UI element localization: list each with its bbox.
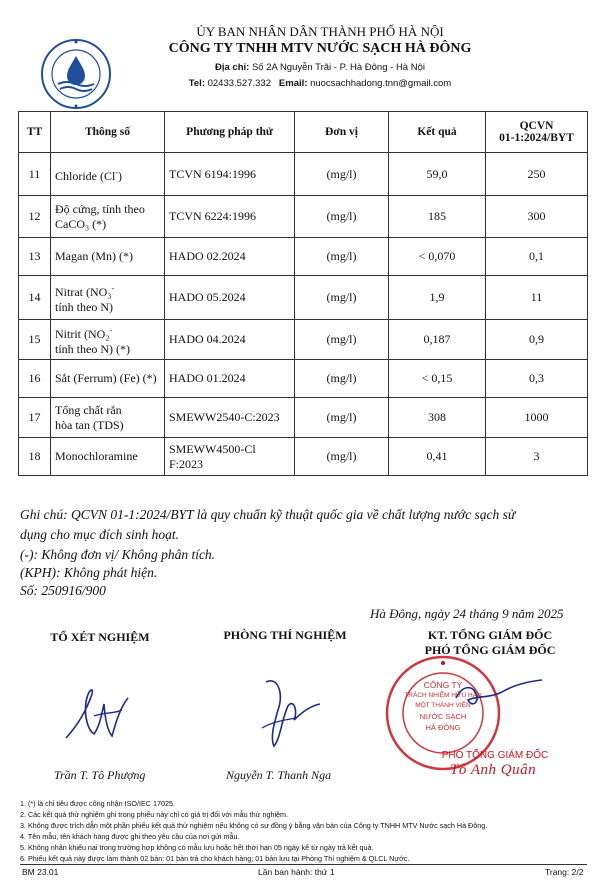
cell-method: SMEWW2540-C:2023	[165, 398, 295, 438]
cell-param	[51, 153, 165, 196]
cell-unit: (mg/l)	[295, 153, 389, 196]
cell-unit: (mg/l)	[295, 276, 389, 320]
table-row	[19, 153, 588, 196]
param-sup: -	[111, 283, 115, 293]
col-header-unit: Đơn vị	[295, 112, 389, 153]
cell-param	[51, 360, 165, 398]
col-header-qcvn-1: QCVN	[519, 120, 554, 132]
lab-dept-title: TỔ XÉT NGHIỆM	[50, 630, 150, 644]
param-text: Nitrit (NO₂	[55, 326, 110, 341]
signature-1	[58, 672, 138, 752]
signer-name-3: Tô Anh Quân	[450, 762, 537, 778]
header-contact	[150, 78, 490, 89]
header-address	[150, 62, 490, 73]
stamp-text-5: HÀ ĐÔNG	[425, 723, 461, 732]
page-number: Trang: 2/2	[545, 867, 584, 877]
header-company: CÔNG TY TNHH MTV NƯỚC SẠCH HÀ ĐÔNG	[168, 41, 472, 56]
footnote-1: 1. (*) là chỉ tiêu được công nhận ISO/IEC 17025.	[20, 799, 175, 808]
stamp-title: PHÓ TỔNG GIÁM ĐỐC	[441, 750, 549, 761]
stamp-text-3: MỘT THÀNH VIÊN	[415, 702, 471, 709]
lab-room-title: PHÒNG THÍ NGHIỆM	[223, 628, 347, 642]
table-row	[19, 196, 588, 238]
cell-result: 59,0	[389, 153, 486, 196]
table-row	[19, 398, 588, 438]
stamp-text-4: NƯỚC SẠCH	[419, 712, 467, 721]
stamp-text-1: CÔNG TY	[423, 680, 463, 690]
signer-name-1: Trần T. Tô Phượng	[54, 768, 146, 782]
director-title-2: PHÓ TỔNG GIÁM ĐỐC	[424, 643, 556, 657]
cell-limit: 0,9	[486, 320, 588, 360]
cell-limit: 300	[486, 196, 588, 238]
form-code: BM 23.01	[22, 867, 59, 877]
table-row	[19, 320, 588, 360]
cell-result: 1,9	[389, 276, 486, 320]
note-line-2: dụng cho mục đích sinh hoạt.	[20, 527, 179, 542]
cell-tt: 12	[19, 196, 51, 238]
signer-name-2: Nguyễn T. Thanh Nga	[226, 768, 332, 782]
table-header-row	[19, 112, 588, 153]
param-text: Chloride (Cl	[55, 168, 116, 183]
cell-tt: 11	[19, 153, 51, 196]
address-label: Địa chỉ:	[215, 62, 250, 73]
param-text: Magan (Mn) (*)	[55, 249, 133, 263]
header-authority: ỦY BAN NHÂN DÂN THÀNH PHỐ HÀ NỘI	[196, 24, 444, 39]
cell-unit: (mg/l)	[295, 196, 389, 238]
param-text-line2: CaCO₃ (*)	[55, 216, 107, 231]
email-label: Email:	[278, 78, 308, 89]
address-value: Số 2A Nguyễn Trãi - P. Hà Đông - Hà Nội	[251, 62, 425, 73]
col-header-qcvn	[486, 112, 588, 153]
table-row	[19, 360, 588, 398]
param-text-end: )	[118, 168, 122, 183]
footer-divider	[20, 864, 587, 865]
report-number: Số: 250916/900	[20, 583, 106, 598]
director-title-1: KT. TỔNG GIÁM ĐỐC	[427, 628, 553, 642]
param-text-line2: hòa tan (TDS)	[55, 417, 124, 432]
cell-param	[51, 276, 165, 320]
cell-limit: 11	[486, 276, 588, 320]
stamp-text-2: TRÁCH NHIỆM HỮU HẠN	[404, 692, 482, 699]
table-row	[19, 238, 588, 276]
param-text: Sắt (Ferrum) (Fe) (*)	[55, 371, 157, 385]
param-text-line2: tính theo N) (*)	[55, 341, 130, 356]
param-text: Tổng chất rắn	[55, 402, 122, 417]
cell-method: TCVN 6194:1996	[165, 153, 295, 196]
cell-tt: 18	[19, 438, 51, 476]
cell-unit: (mg/l)	[295, 360, 389, 398]
cell-limit: 250	[486, 153, 588, 196]
param-sup: -	[109, 325, 113, 335]
cell-unit: (mg/l)	[295, 238, 389, 276]
email-value: nuocsachhadong.tnn@gmail.com	[310, 78, 452, 89]
signature-3	[450, 668, 550, 723]
cell-unit: (mg/l)	[295, 320, 389, 360]
cell-limit: 0,1	[486, 238, 588, 276]
cell-method: TCVN 6224:1996	[165, 196, 295, 238]
edition: Lần ban hành: thứ 1	[258, 867, 335, 877]
cell-unit: (mg/l)	[295, 438, 389, 476]
cell-tt: 13	[19, 238, 51, 276]
cell-param	[51, 438, 165, 476]
note-line-1: Ghi chú: QCVN 01-1:2024/BYT là quy chuẩn kỹ thuật quốc gia về chất lượng nước sạch sử	[20, 507, 516, 522]
cell-result: 0,41	[389, 438, 486, 476]
signature-2	[244, 668, 334, 758]
col-header-tt: TT	[19, 112, 51, 153]
results-table	[18, 111, 587, 476]
cell-method: HADO 05.2024	[165, 276, 295, 320]
param-sup: -	[115, 167, 118, 177]
param-text: Nitrat (NO₃	[55, 284, 112, 299]
cell-method: HADO 04.2024	[165, 320, 295, 360]
cell-tt: 17	[19, 398, 51, 438]
note-line-3: (-): Không đơn vị/ Không phân tích.	[20, 547, 216, 562]
cell-limit: 0,3	[486, 360, 588, 398]
cell-method: SMEWW4500-Cl F:2023	[165, 438, 295, 476]
col-header-qcvn-2: 01-1:2024/BYT	[499, 132, 574, 144]
footnote-5: 5. Không nhận khiếu nại trong trường hợp không có mẫu lưu hoặc hết thời hạn 05 ngày kể từ ngày trả kết quả.	[20, 843, 374, 852]
footnote-2: 2. Các kết quả thử nghiệm ghi trong phiếu này chỉ có giá trị đối với mẫu thử nghiệm.	[20, 810, 289, 819]
cell-method: HADO 02.2024	[165, 238, 295, 276]
table-row	[19, 438, 588, 476]
cell-result: < 0,070	[389, 238, 486, 276]
tel-label: Tel:	[188, 78, 205, 89]
cell-result: 308	[389, 398, 486, 438]
cell-unit: (mg/l)	[295, 398, 389, 438]
cell-tt: 15	[19, 320, 51, 360]
param-text-line2: tính theo N)	[55, 299, 113, 314]
cell-tt: 16	[19, 360, 51, 398]
col-header-method: Phương pháp thử	[165, 112, 295, 153]
param-text: Monochloramine	[55, 449, 138, 463]
cell-limit: 1000	[486, 398, 588, 438]
note-line-4: (KPH): Không phát hiện.	[20, 565, 158, 580]
cell-result: 0,187	[389, 320, 486, 360]
cell-method: HADO 01.2024	[165, 360, 295, 398]
cell-param	[51, 238, 165, 276]
cell-param	[51, 398, 165, 438]
footnote-6: 6. Phiếu kết quả này được làm thành 02 bản: 01 bản trả cho khách hàng; 01 bản lưu tại Phòng Thí nghiệm & QLCL Nước.	[20, 854, 410, 863]
cell-tt: 14	[19, 276, 51, 320]
cell-param	[51, 196, 165, 238]
param-text: Độ cứng, tính theo	[55, 201, 145, 216]
cell-result: < 0,15	[389, 360, 486, 398]
cell-limit: 3	[486, 438, 588, 476]
table-row	[19, 276, 588, 320]
footnote-3: 3. Không được trích dẫn một phần phiếu kết quả thử nghiệm nếu không có sự đồng ý bằng văn bản của Công ty TNHH MTV Nước sạch Hà Đông.	[20, 821, 488, 830]
company-logo	[40, 38, 112, 110]
footnote-4: 4. Tên mẫu, tên khách hàng được ghi theo yêu cầu của nơi gửi mẫu.	[20, 832, 240, 841]
sign-date: Hà Đông, ngày 24 tháng 9 năm 2025	[370, 606, 564, 621]
col-header-result: Kết quả	[389, 112, 486, 153]
col-header-param: Thông số	[51, 112, 165, 153]
cell-param	[51, 320, 165, 360]
tel-value: 02433.527.332	[207, 78, 271, 89]
cell-result: 185	[389, 196, 486, 238]
